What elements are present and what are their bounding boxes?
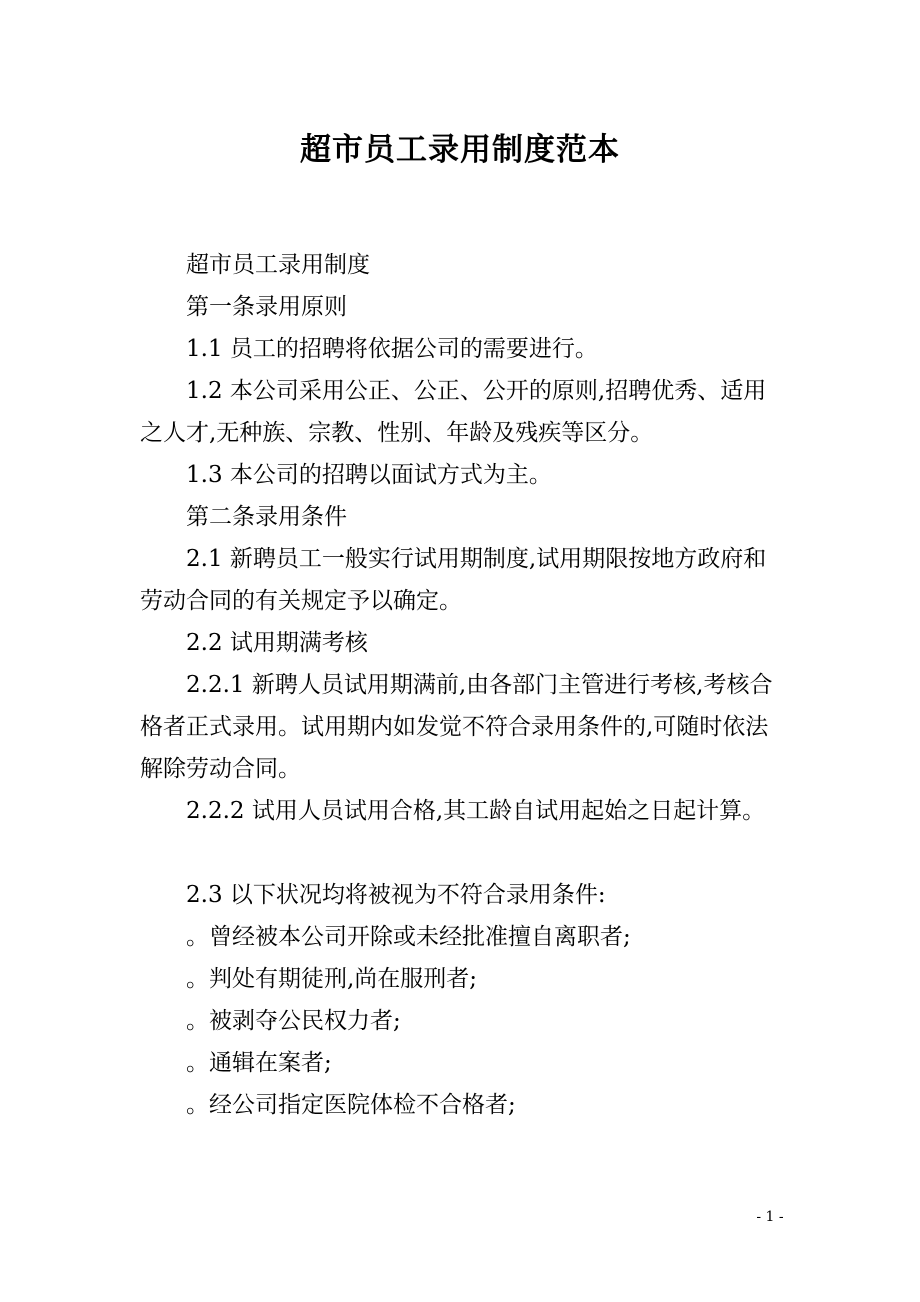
- list-item: 。判处有期徒刑,尚在服刑者;: [186, 966, 478, 992]
- list-item: 。通辑在案者;: [186, 1050, 332, 1076]
- page-number: - 1 -: [756, 1209, 784, 1225]
- paragraph: 1.1 员工的招聘将依据公司的需要进行。: [186, 336, 598, 362]
- document-title: 超市员工录用制度范本: [300, 132, 620, 168]
- blank-line: [140, 832, 780, 874]
- list-item: 。被剥夺公民权力者;: [186, 1008, 401, 1034]
- document-body: [140, 244, 780, 1126]
- paragraph: 2.2 试用期满考核: [186, 630, 368, 656]
- paragraph: 2.1 新聘员工一般实行试用期制度,试用期限按地方政府和劳动合同的有关规定予以确定。: [140, 546, 767, 614]
- paragraph: 1.3 本公司的招聘以面试方式为主。: [186, 462, 552, 488]
- paragraph: 2.2.1 新聘人员试用期满前,由各部门主管进行考核,考核合格者正式录用。试用期内如发觉不符合录用条件的,可随时依法解除劳动合同。: [140, 672, 773, 782]
- section-heading: 超市员工录用制度: [186, 252, 370, 278]
- list-item: 。经公司指定医院体检不合格者;: [186, 1092, 516, 1118]
- article-heading: 第一条录用原则: [186, 294, 347, 320]
- article-heading: 第二条录用条件: [186, 504, 347, 530]
- paragraph: 2.3 以下状况均将被视为不符合录用条件:: [186, 882, 606, 908]
- paragraph: 2.2.2 试用人员试用合格,其工龄自试用起始之日起计算。: [186, 798, 766, 824]
- paragraph: 1.2 本公司采用公正、公正、公开的原则,招聘优秀、适用之人才,无种族、宗教、性别、年龄及残疾等区分。: [140, 378, 767, 446]
- list-item: 。曾经被本公司开除或未经批准擅自离职者;: [186, 924, 631, 950]
